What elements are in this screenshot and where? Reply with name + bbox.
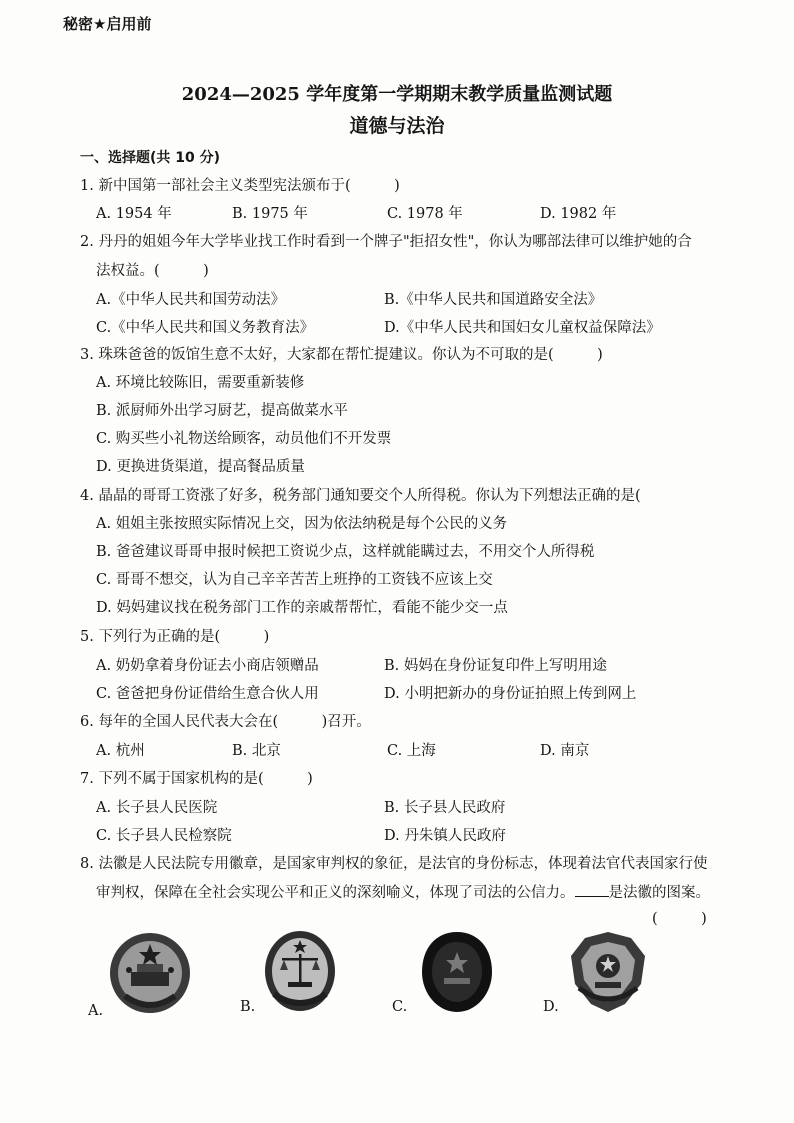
answer-blank[interactable] [575,884,609,897]
question-2-cont: 法权益。( ) [96,263,209,279]
q2-option-c[interactable]: C.《中华人民共和国义务教育法》 [96,320,315,336]
police-emblem-icon[interactable] [565,928,651,1016]
question-8-cont [96,881,710,902]
question-6: 6. 每年的全国人民代表大会在( )召开。 [80,714,371,730]
q6-option-c[interactable]: C. 上海 [387,743,436,759]
q6-option-d[interactable]: D. 南京 [540,743,590,759]
section-heading: 一、选择题(共 10 分) [80,150,221,166]
q1-option-c[interactable]: C. 1978 年 [387,206,463,222]
q8-option-d-label[interactable]: D. [543,999,559,1015]
q8-option-b-label[interactable]: B. [240,999,256,1015]
subject-title: 道德与法治 [349,115,445,137]
question-8-cont-a: 审判权，保障在全社会实现公平和正义的深刻喻义，体现了司法的公信力。 [96,885,575,901]
q8-answer-paren: ( ) [652,911,707,927]
question-7: 7. 下列不属于国家机构的是( ) [80,771,313,787]
question-8-cont-b: 是法徽的图案。 [608,885,710,901]
q2-option-b[interactable]: B.《中华人民共和国道路安全法》 [384,292,603,308]
q7-option-b[interactable]: B. 长子县人民政府 [384,800,506,816]
court-emblem-icon[interactable] [262,928,338,1014]
q1-option-d[interactable]: D. 1982 年 [540,206,617,222]
q3-option-d[interactable]: D. 更换进货渠道，提高餐品质量 [96,459,305,475]
q3-option-c[interactable]: C. 购买些小礼物送给顾客，动员他们不开发票 [96,431,392,447]
question-2: 2. 丹丹的姐姐今年大学毕业找工作时看到一个牌子"拒招女性"，你认为哪部法律可以维护她的合 [80,234,692,250]
q1-option-a[interactable]: A. 1954 年 [96,206,172,222]
q6-option-b[interactable]: B. 北京 [232,743,281,759]
q7-option-a[interactable]: A. 长子县人民医院 [96,800,218,816]
q4-option-b[interactable]: B. 爸爸建议哥哥申报时候把工资说少点，这样就能瞒过去，不用交个人所得税 [96,544,595,560]
q5-option-d[interactable]: D. 小明把新办的身份证拍照上传到网上 [384,686,637,702]
q8-option-a-label[interactable]: A. [88,1003,104,1019]
q5-option-b[interactable]: B. 妈妈在身份证复印件上写明用途 [384,658,607,674]
national-emblem-icon[interactable] [107,930,193,1016]
question-3: 3. 珠珠爸爸的饭馆生意不太好，大家都在帮忙提建议。你认为不可取的是( ) [80,347,603,363]
q4-option-d[interactable]: D. 妈妈建议找在税务部门工作的亲戚帮帮忙，看能不能少交一点 [96,600,508,616]
q2-option-d[interactable]: D.《中华人民共和国妇女儿童权益保障法》 [384,320,661,336]
q7-option-c[interactable]: C. 长子县人民检察院 [96,828,232,844]
q7-option-d[interactable]: D. 丹朱镇人民政府 [384,828,506,844]
question-4: 4. 晶晶的哥哥工资涨了好多，税务部门通知要交个人所得税。你认为下列想法正确的是( [80,488,641,504]
q4-option-a[interactable]: A. 姐姐主张按照实际情况上交，因为依法纳税是每个公民的义务 [96,516,508,532]
q4-option-c[interactable]: C. 哥哥不想交，认为自己辛辛苦苦上班挣的工资钱不应该上交 [96,572,493,588]
question-8: 8. 法徽是人民法院专用徽章，是国家审判权的象征，是法官的身份标志，体现着法官代表国家行使 [80,856,708,872]
q8-option-c-label[interactable]: C. [392,999,408,1015]
q5-option-a[interactable]: A. 奶奶拿着身份证去小商店领赠品 [96,658,319,674]
q6-option-a[interactable]: A. 杭州 [96,743,145,759]
q5-option-c[interactable]: C. 爸爸把身份证借给生意合伙人用 [96,686,319,702]
q2-option-a[interactable]: A.《中华人民共和国劳动法》 [96,292,286,308]
question-5: 5. 下列行为正确的是( ) [80,629,270,645]
q1-option-b[interactable]: B. 1975 年 [232,206,308,222]
q3-option-a[interactable]: A. 环境比较陈旧，需要重新装修 [96,375,305,391]
procuratorate-emblem-icon[interactable] [418,928,496,1016]
q3-option-b[interactable]: B. 派厨师外出学习厨艺，提高做菜水平 [96,403,348,419]
confidential-label: 秘密★启用前 [63,15,152,33]
exam-title: 2024—2025 学年度第一学期期末教学质量监测试题 [181,84,613,105]
question-1: 1. 新中国第一部社会主义类型宪法颁布于( ) [80,178,400,194]
